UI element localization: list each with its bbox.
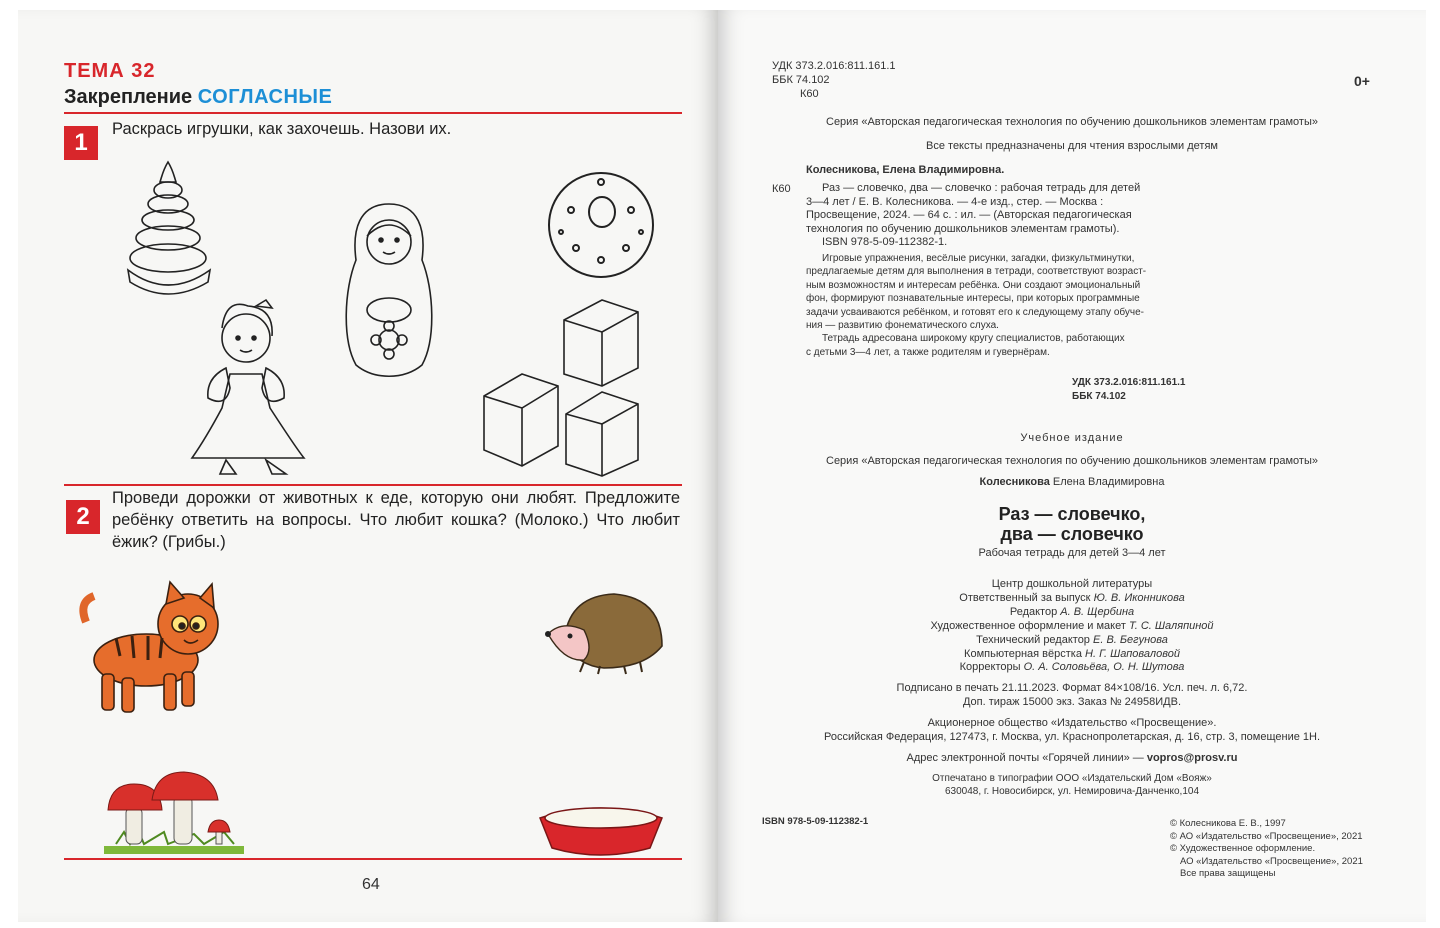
bbk-code-bottom: ББК 74.102 [1072,391,1126,402]
cat-illustration [76,582,226,718]
email-label: Адрес электронной почты «Горячей линии» — [906,752,1147,764]
biblio-line: Раз — словечко, два — словечко : рабочая тетрадь для детей [822,182,1141,194]
print-info-1: Подписано в печать 21.11.2023. Формат 84×108/16. Усл. печ. л. 6,72. [896,682,1248,694]
edition-type: Учебное издание [1020,432,1124,444]
author-given-names: Елена Владимировна [1049,476,1165,488]
topic-number: ТЕМА 32 [64,60,156,82]
credit-name: Т. С. Шаляпиной [1128,619,1214,632]
reading-notice: Все тексты предназначены для чтения взрослыми детям [926,140,1218,152]
header-divider [64,112,682,114]
biblio-line: Просвещение, 2024. — 64 с. : ил. — (Авторская педагогическая [806,209,1132,222]
annotation-line: задачи усваиваются ребёнком, и готовят его к следующему этапу обуче- [806,306,1144,318]
credit-line [718,661,1426,675]
hedgehog-illustration [544,590,670,676]
ball-illustration [546,170,656,280]
mushrooms-illustration [104,770,244,854]
annotation-line: Тетрадь адресована широкому кругу специалистов, работающих [822,333,1125,345]
credit-name: А. В. Щербина [1060,605,1135,618]
isbn-line: ISBN 978-5-09-112382-1. [822,236,948,249]
print-info-2: Доп. тираж 15000 экз. Заказ № 24958ИДВ. [962,696,1182,708]
credit-line [718,634,1426,648]
credit-role: Компьютерная вёрстка [964,647,1082,660]
udk-code: УДК 373.2.016:811.161.1 [772,60,896,72]
credit-name: Ю. В. Иконникова [1093,591,1185,604]
catalog-mark: К60 [772,183,791,195]
credit-role: Центр дошкольной литературы [991,578,1153,590]
series-line: Серия «Авторская педагогическая технология по обучению дошкольников элементам грамоты» [826,116,1318,128]
book-title-line-1: Раз — словечко, [998,504,1146,524]
credit-role: Художественное оформление и макет [930,619,1126,632]
publisher-name: Акционерное общество «Издательство «Просвещение». [927,717,1217,729]
credit-name: Е. В. Бегунова [1093,633,1168,646]
matryoshka-illustration [334,200,444,380]
pyramid-toy-illustration [118,160,218,300]
copyright-line: © АО «Издательство «Просвещение», 2021 [1170,830,1363,842]
task-1-number: 1 [64,126,98,160]
credit-role: Технический редактор [976,633,1090,646]
doll-illustration [186,298,316,478]
publisher-address: Российская Федерация, 127473, г. Москва, ул. Краснопролетарская, д. 16, стр. 3, помещение 1Н. [823,731,1321,743]
catalog-author: Колесникова, Елена Владимировна. [806,164,1005,176]
footer-divider [64,858,682,860]
credit-line [718,578,1426,592]
task-1-text: Раскрась игрушки, как захочешь. Назови их. [112,120,452,138]
credit-line [718,620,1426,634]
copyright-line: © Колесникова Е. В., 1997 [1170,818,1286,829]
isbn-bottom: ISBN 978-5-09-112382-1 [762,816,869,827]
author-name [718,476,1426,488]
credit-name: Н. Г. Шаповаловой [1085,647,1180,660]
annotation-line: ния — развитию фонематического слуха. [806,320,999,332]
annotation-line: фон, формируют познавательные интересы, при которых программные [806,293,1140,305]
credit-name: О. А. Соловьёва, О. Н. Шутова [1023,661,1185,674]
task-2-text: Проведи дорожки от животных к еде, которую они любят. Предложите ребёнку ответить на вопросы. Что любит кошка? (Молоко.) Что любит ёжик? (Грибы.) [112,489,680,551]
book-subtitle: Рабочая тетрадь для детей 3—4 лет [978,547,1166,559]
biblio-line: технология по обучению дошкольников элементам грамоты). [806,222,1120,235]
author-mark: К60 [800,88,819,100]
annotation-line: с детьми 3—4 лет, а также родителям и гувернёрам. [806,346,1050,358]
annotation-line: Игровые упражнения, весёлые рисунки, загадки, физкультминутки, [822,253,1135,264]
printer-address: 630048, г. Новосибирск, ул. Немировича-Данченко,104 [944,786,1200,797]
topic-title-accent: СОГЛАСНЫЕ [197,86,333,108]
age-rating: 0+ [1354,73,1370,89]
credit-line [718,592,1426,606]
milk-bowl-illustration [538,802,664,856]
hotline-email[interactable]: vopros@prosv.ru [1146,752,1238,764]
topic-title [64,86,332,109]
book-title-line-2: два — словечко [1000,524,1144,544]
author-surname: Колесникова [979,476,1050,488]
copyright-line: Все права защищены [1180,868,1276,880]
credit-role: Ответственный за выпуск [959,591,1091,604]
topic-title-prefix: Закрепление [64,86,193,108]
hotline-email-line [718,752,1426,764]
copyright-line: © Художественное оформление. [1170,843,1316,855]
credit-line [718,648,1426,662]
cubes-illustration [482,300,662,480]
credits-block [718,578,1426,675]
right-page [718,10,1426,922]
task-divider [64,484,682,486]
bibliographic-entry [806,182,1206,250]
printer-name: Отпечатано в типографии ООО «Издательский Дом «Вояж» [932,773,1212,784]
credit-role: Редактор [1009,605,1058,618]
copyright-line: АО «Издательство «Просвещение», 2021 [1180,855,1363,867]
copyright-block [1170,818,1363,881]
annotation-line: предлагаемые детям для выполнения в тетради, соответствуют возраст- [806,266,1147,278]
task-2-number: 2 [66,500,100,534]
udk-code-bottom: УДК 373.2.016:811.161.1 [1072,377,1186,388]
left-page [18,10,718,922]
biblio-line: 3—4 лет / Е. В. Колесникова. — 4-е изд., стер. — Москва : [806,195,1104,208]
annotation [806,252,1206,359]
bbk-code: ББК 74.102 [772,74,830,86]
credit-role: Корректоры [959,661,1021,674]
series-line-2: Серия «Авторская педагогическая технология по обучению дошкольников элементам грамоты» [826,455,1318,467]
page-number: 64 [362,876,380,893]
annotation-line: ным возможностям и интересам ребёнка. Они создают эмоциональный [806,279,1141,291]
credit-line [718,606,1426,620]
